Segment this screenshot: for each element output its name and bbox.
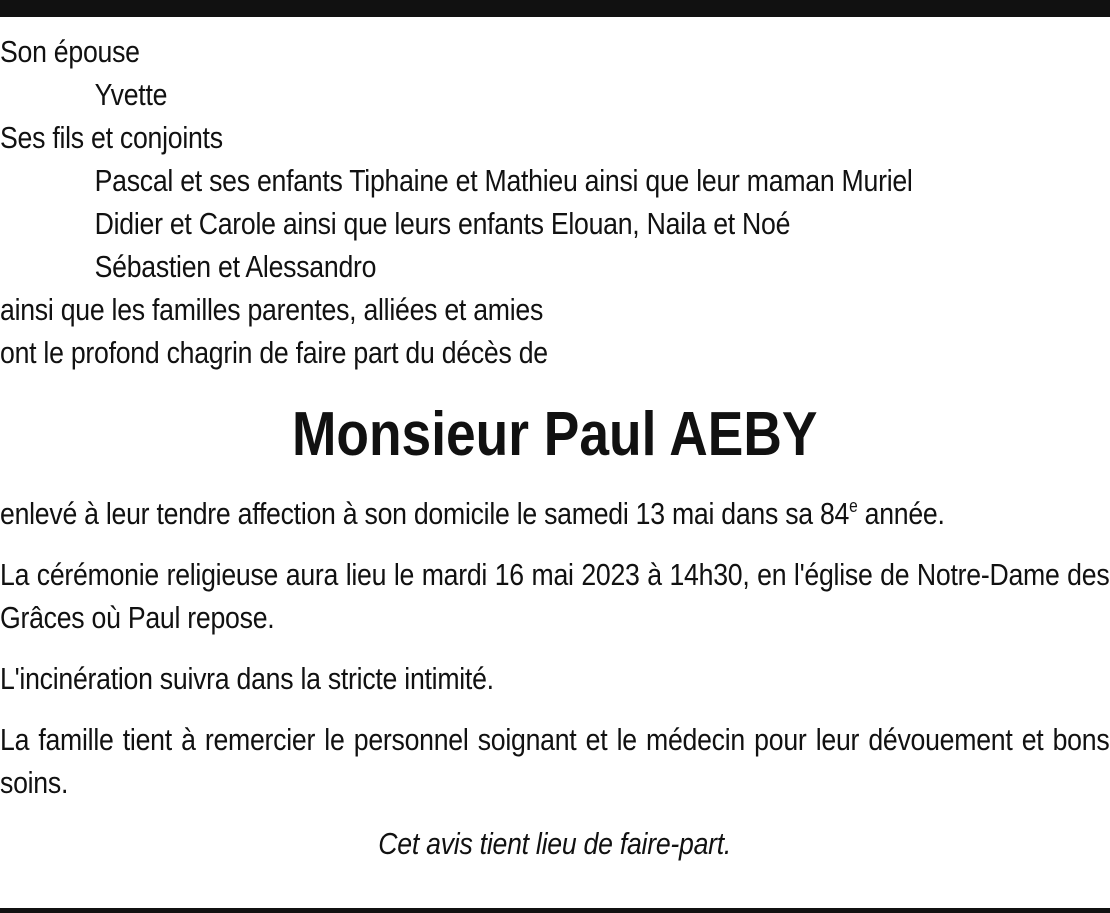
thanks-paragraph: La famille tient à remercier le personnel soignant et le médecin pour leur dévouement et bons soins. <box>0 722 1110 800</box>
children-heading: Ses fils et conjoints <box>0 120 223 155</box>
child-line: Sébastien et Alessandro <box>94 249 377 284</box>
child-line: Pascal et ses enfants Tiphaine et Mathieu ainsi que leur maman Muriel <box>94 163 913 198</box>
closing-note: Cet avis tient lieu de faire-part. <box>378 826 732 861</box>
cremation-paragraph: L'incinération suivra dans la stricte intimité. <box>0 661 494 696</box>
spouse-heading: Son épouse <box>0 34 140 69</box>
age-suffix: e <box>849 496 858 516</box>
ceremony-paragraph: La cérémonie religieuse aura lieu le mardi 16 mai 2023 à 14h30, en l'église de Notre-Dame des Grâces où Paul repose. <box>0 557 1110 635</box>
relatives-line: ainsi que les familles parentes, alliées et amies <box>0 292 544 327</box>
spouse-name: Yvette <box>94 77 168 112</box>
bottom-rule <box>0 908 1110 913</box>
child-line: Didier et Carole ainsi que leurs enfants Elouan, Naila et Noé <box>94 206 791 241</box>
death-text-end: année. <box>857 496 945 531</box>
obituary-notice <box>0 30 1109 865</box>
death-paragraph <box>0 492 1109 535</box>
death-text: enlevé à leur tendre affection à son domicile le samedi 13 mai dans sa 84 <box>0 496 850 531</box>
top-rule <box>0 0 1110 17</box>
deceased-name: Monsieur Paul AEBY <box>291 400 818 469</box>
announcement-line: ont le profond chagrin de faire part du décès de <box>0 335 548 370</box>
